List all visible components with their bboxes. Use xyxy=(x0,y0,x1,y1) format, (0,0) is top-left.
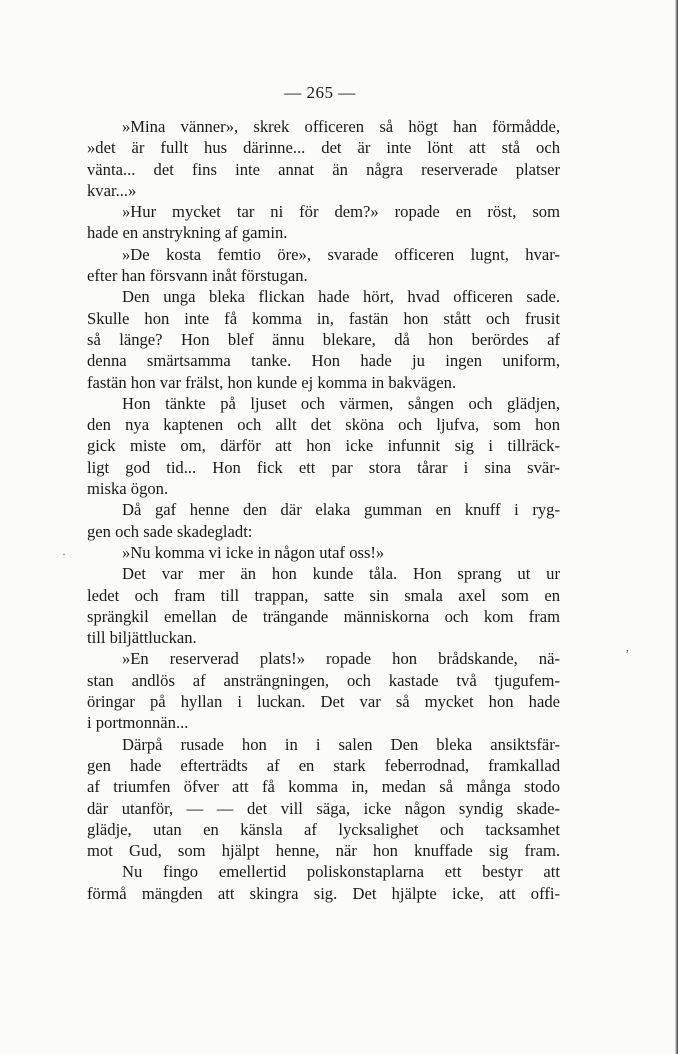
margin-speck: · xyxy=(62,547,66,561)
text-line: den nya kaptenen och allt det sköna och ljufva, som hon xyxy=(87,415,560,435)
text-line: vänta... det fins inte annat än några reserverade platser xyxy=(87,159,560,179)
text-line: ligt god tid... Hon fick ett par stora tårar i sina svär- xyxy=(87,457,560,477)
margin-speck: , xyxy=(626,640,629,654)
text-line: »En reserverad plats!» ropade hon brådskande, nä- xyxy=(122,649,560,669)
text-line: till biljättluckan. xyxy=(87,628,197,648)
text-line: glädje, utan en känsla af lycksalighet och tacksamhet xyxy=(87,819,560,839)
body-text xyxy=(87,116,560,904)
text-line: förmå mängden att skingra sig. Det hjälpte icke, att offi- xyxy=(87,883,560,903)
text-line: mot Gud, som hjälpt henne, när hon knuffade sig fram. xyxy=(87,841,560,861)
text-line: »Mina vänner», skrek officeren så högt han förmådde, xyxy=(122,117,560,136)
text-line: »De kosta femtio öre», svarade officeren lugnt, hvar- xyxy=(122,244,560,264)
text-line: öringar på hyllan i luckan. Det var så mycket hon hade xyxy=(87,692,560,712)
text-line: sprängkil emellan de trängande människorna och kom fram xyxy=(87,606,560,626)
text-line: gen och sade skadegladt: xyxy=(87,521,253,541)
text-line: »Hur mycket tar ni för dem?» ropade en röst, som xyxy=(122,202,560,222)
text-line: gick miste om, därför att hon icke infunnit sig i tillräck- xyxy=(87,436,560,456)
text-line: ledet och fram till trappan, satte sin smala axel som en xyxy=(87,585,560,605)
text-line: kvar...» xyxy=(87,180,137,200)
text-line: Därpå rusade hon in i salen Den bleka ansiktsfär- xyxy=(122,734,560,754)
text-line: efter han försvann inåt förstugan. xyxy=(87,266,308,286)
text-line: miska ögon. xyxy=(87,479,169,499)
text-line: denna smärtsamma tanke. Hon hade ju ingen uniform, xyxy=(87,351,560,371)
text-line: i portmonnän... xyxy=(87,713,189,733)
page-number: — 265 — xyxy=(284,83,356,102)
text-line: gen hade efterträdts af en stark feberrodnad, framkallad xyxy=(87,755,560,775)
text-line: Då gaf henne den där elaka gumman en knuff i ryg- xyxy=(122,500,560,520)
text-line: Nu fingo emellertid poliskonstaplarna ett bestyr att xyxy=(122,862,560,882)
text-line: så länge? Hon blef ännu blekare, då hon berördes af xyxy=(87,329,560,349)
text-line: där utanför, — — det vill säga, icke någon syndig skade- xyxy=(87,798,560,818)
text-line: af triumfen öfver att få komma in, medan så många stodo xyxy=(87,777,560,797)
text-line: stan andlös af ansträngningen, och kastade två tjugufem- xyxy=(87,670,560,690)
text-line: hade en anstrykning af gamin. xyxy=(87,223,288,243)
page-edge-shadow xyxy=(675,0,678,1054)
text-line: »Nu komma vi icke in någon utaf oss!» xyxy=(122,542,385,562)
text-line: »det är fullt hus därinne... det är inte lönt att stå och xyxy=(87,138,560,158)
text-line: fastän hon var frälst, hon kunde ej komma in bakvägen. xyxy=(87,372,457,392)
text-line: Hon tänkte på ljuset och värmen, sången och glädjen, xyxy=(122,393,560,413)
text-line: Skulle hon inte få komma in, fastän hon stått och frusit xyxy=(87,308,560,328)
text-line: Den unga bleka flickan hade hört, hvad officeren sade. xyxy=(122,287,560,307)
text-line: Det var mer än hon kunde tåla. Hon sprang ut ur xyxy=(122,564,560,584)
